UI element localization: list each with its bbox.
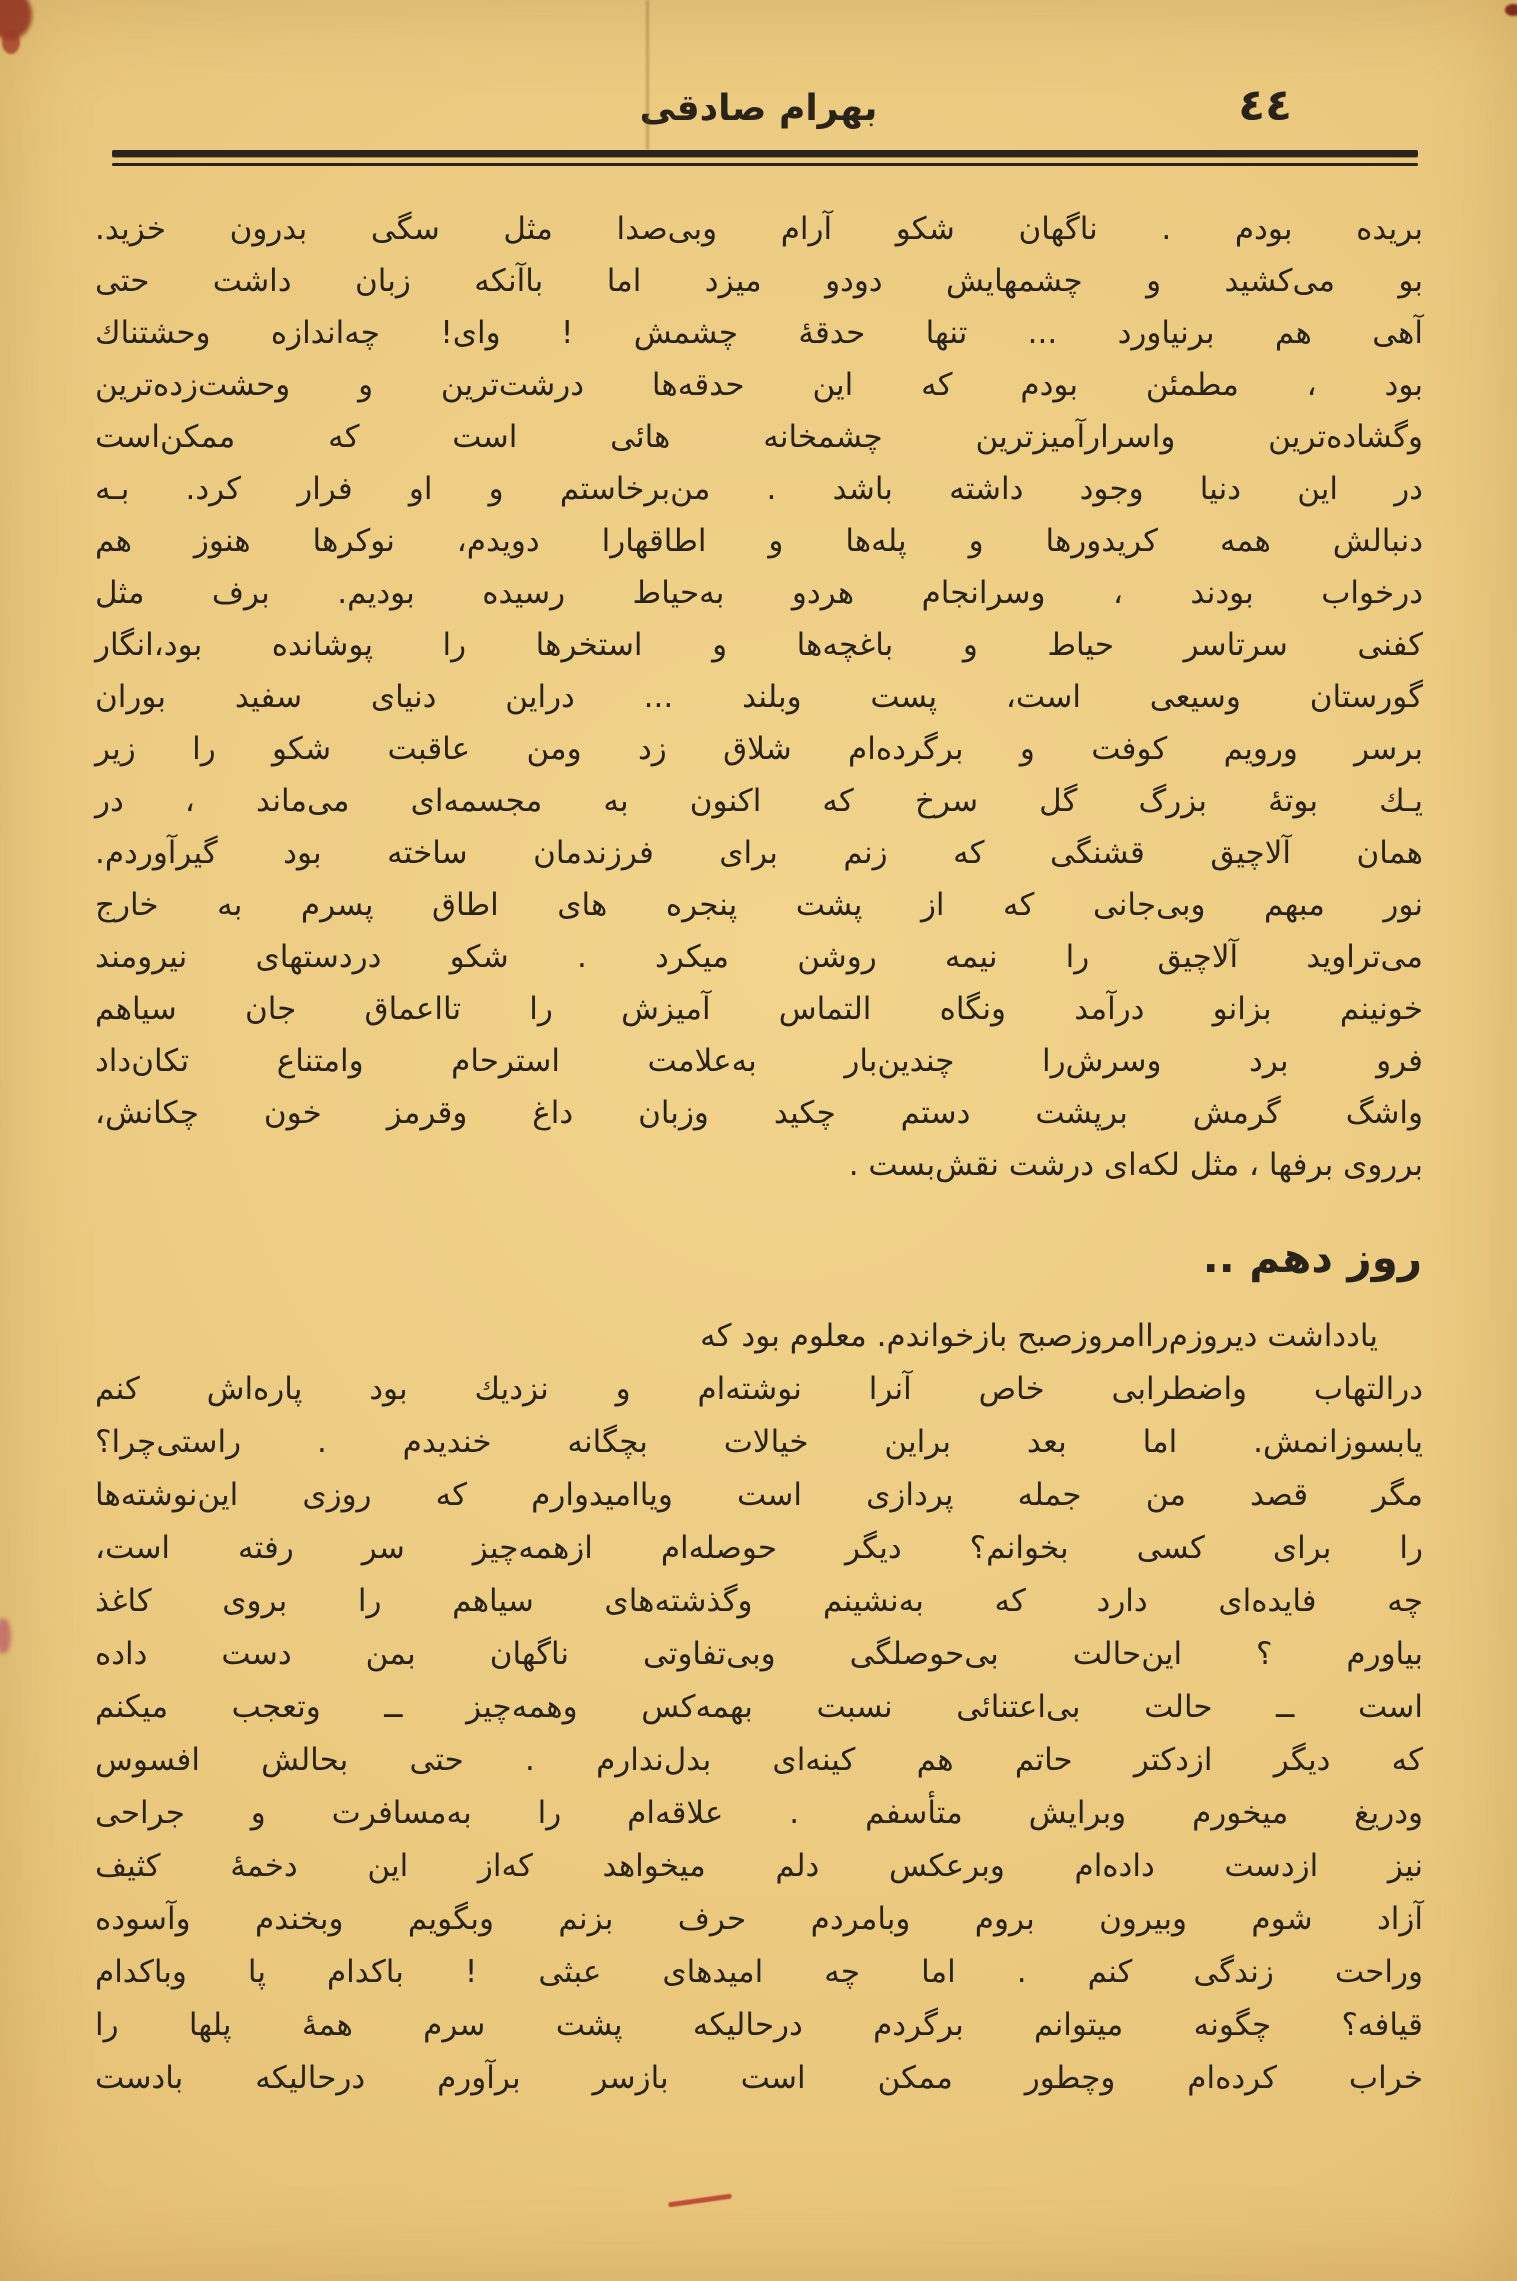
paper-stain bbox=[2, 30, 20, 54]
text-line: مگر قصد من جمله پردازی است ویاامیدوارم که روزی این‌نوشته‌ها bbox=[95, 1477, 1423, 1513]
text-line: وگشاده‌ترین واسرارآمیزترین چشمخانه هائی است که ممکن‌است bbox=[95, 419, 1423, 455]
text-line: یابسوزانمش. اما بعد براین خیالات بچگانه خندیدم . راستی‌چرا؟ bbox=[95, 1424, 1423, 1460]
text-line: درالتهاب واضطرابی خاص آنرا نوشته‌ام و نزدیك بود پاره‌اش کنم bbox=[95, 1371, 1423, 1407]
text-line: یـك بوتهٔ بزرگ گل سرخ که اکنون به مجسمه‌ای می‌ماند ، در bbox=[95, 783, 1423, 819]
section-heading-day-ten: روز دهم .. bbox=[1202, 1233, 1422, 1282]
page-header-title: بهرام صادقی bbox=[639, 88, 878, 129]
text-line: درخواب بودند ، وسرانجام هردو به‌حیاط رسیده بودیم. برف مثل bbox=[95, 575, 1423, 611]
text-line: ودریغ میخورم وبرایش متأسفم . علاقه‌ام را به‌مسافرت و جراحی bbox=[95, 1795, 1423, 1831]
header-divider bbox=[112, 150, 1418, 166]
paper-stain bbox=[1505, 4, 1517, 16]
text-line: می‌تراوید آلاچیق را نیمه روشن میکرد . شکو دردستهای نیرومند bbox=[95, 939, 1423, 975]
text-line: دنبالش همه کریدورها و پله‌ها و اطاقهارا دویدم، نوکرها هنوز هم bbox=[95, 523, 1423, 559]
text-line: نور مبهم وبی‌جانی که از پشت پنجره های اطاق پسرم به خارج bbox=[95, 887, 1423, 923]
text-line: یادداشت دیروزم‌راامروزصبح بازخواندم. معلوم بود که bbox=[700, 1318, 1378, 1354]
text-line: برروی برفها ، مثل لکه‌ای درشت نقش‌بست . bbox=[848, 1147, 1423, 1183]
text-line: را برای کسی بخوانم؟ دیگر حوصله‌ام ازهمه‌چیز سر رفته است، bbox=[95, 1530, 1423, 1566]
text-line: بریده بودم . ناگهان شکو آرام وبی‌صدا مثل سگی بدرون خزید. bbox=[95, 211, 1423, 247]
text-line: بو می‌کشید و چشمهایش دودو میزد اما باآنکه زبان داشت حتی bbox=[95, 263, 1423, 299]
text-line: خونینم بزانو درآمد ونگاه التماس آمیزش را تااعماق جان سیاهم bbox=[95, 991, 1423, 1027]
text-line: قیافه؟ چگونه میتوانم برگردم درحالیکه پشت سرم همهٔ پلها را bbox=[95, 2007, 1423, 2043]
text-line: گورستان وسیعی است، پست وبلند ... دراین دنیای سفید بوران bbox=[95, 679, 1423, 715]
text-line: بود ، مطمئن بودم که این حدقه‌ها درشت‌ترین و وحشت‌زده‌ترین bbox=[95, 367, 1423, 403]
paragraph-day-ten bbox=[95, 1310, 1423, 2105]
paper-red-mark bbox=[668, 2194, 732, 2208]
text-line: آهی هم برنیاورد ... تنها حدقهٔ چشمش ! وای! چه‌اندازه وحشتناك bbox=[95, 315, 1423, 351]
paper-crease bbox=[646, 0, 649, 150]
text-line: واشگ گرمش برپشت دستم چکید وزبان داغ وقرمز خون چکانش، bbox=[95, 1095, 1423, 1131]
text-line: آزاد شوم وبیرون بروم وبامردم حرف بزنم وبگویم وبخندم وآسوده bbox=[95, 1901, 1423, 1937]
text-line: در این دنیا وجود داشته باشد . من‌برخاستم و او فرار کرد. بـه bbox=[95, 471, 1423, 507]
text-line: وراحت زندگی کنم . اما چه امیدهای عبثی ! باکدام پا وباکدام bbox=[95, 1954, 1423, 1990]
text-line: خراب کرده‌ام وچطور ممکن است بازسر برآورم درحالیکه بادست bbox=[95, 2060, 1423, 2096]
page-number: ٤٤ bbox=[1238, 80, 1292, 131]
divider-thin-line bbox=[112, 163, 1418, 166]
text-line: است ــ حالت بی‌اعتنائی نسبت بهمه‌کس وهمه‌چیز ــ وتعجب میکنم bbox=[95, 1689, 1423, 1725]
divider-thick-line bbox=[112, 150, 1418, 157]
text-line: برسر ورویم کوفت و برگرده‌ام شلاق زد ومن عاقبت شکو را زیر bbox=[95, 731, 1423, 767]
text-line: بیاورم ؟ این‌حالت بی‌حوصلگی وبی‌تفاوتی ناگهان بمن دست داده bbox=[95, 1636, 1423, 1672]
text-line: فرو برد وسرش‌را چندین‌بار به‌علامت استرحام وامتناع تکان‌داد bbox=[95, 1043, 1423, 1079]
text-line: کفنی سرتاسر حیاط و باغچه‌ها و استخرها را پوشانده بود،انگار bbox=[95, 627, 1423, 663]
text-line: نیز ازدست داده‌ام وبرعکس دلم میخواهد که‌از این دخمهٔ کثیف bbox=[95, 1848, 1423, 1884]
paragraph-continuation bbox=[95, 203, 1423, 1191]
paper-stain bbox=[0, 1618, 11, 1654]
text-line: چه فایده‌ای دارد که به‌نشینم وگذشته‌های سیاهم را بروی کاغذ bbox=[95, 1583, 1423, 1619]
text-line: همان آلاچیق قشنگی که زنم برای فرزندمان ساخته بود گیرآوردم. bbox=[95, 835, 1423, 871]
text-line: که دیگر ازدکتر حاتم هم کینه‌ای بدل‌ندارم . حتی بحالش افسوس bbox=[95, 1742, 1423, 1778]
